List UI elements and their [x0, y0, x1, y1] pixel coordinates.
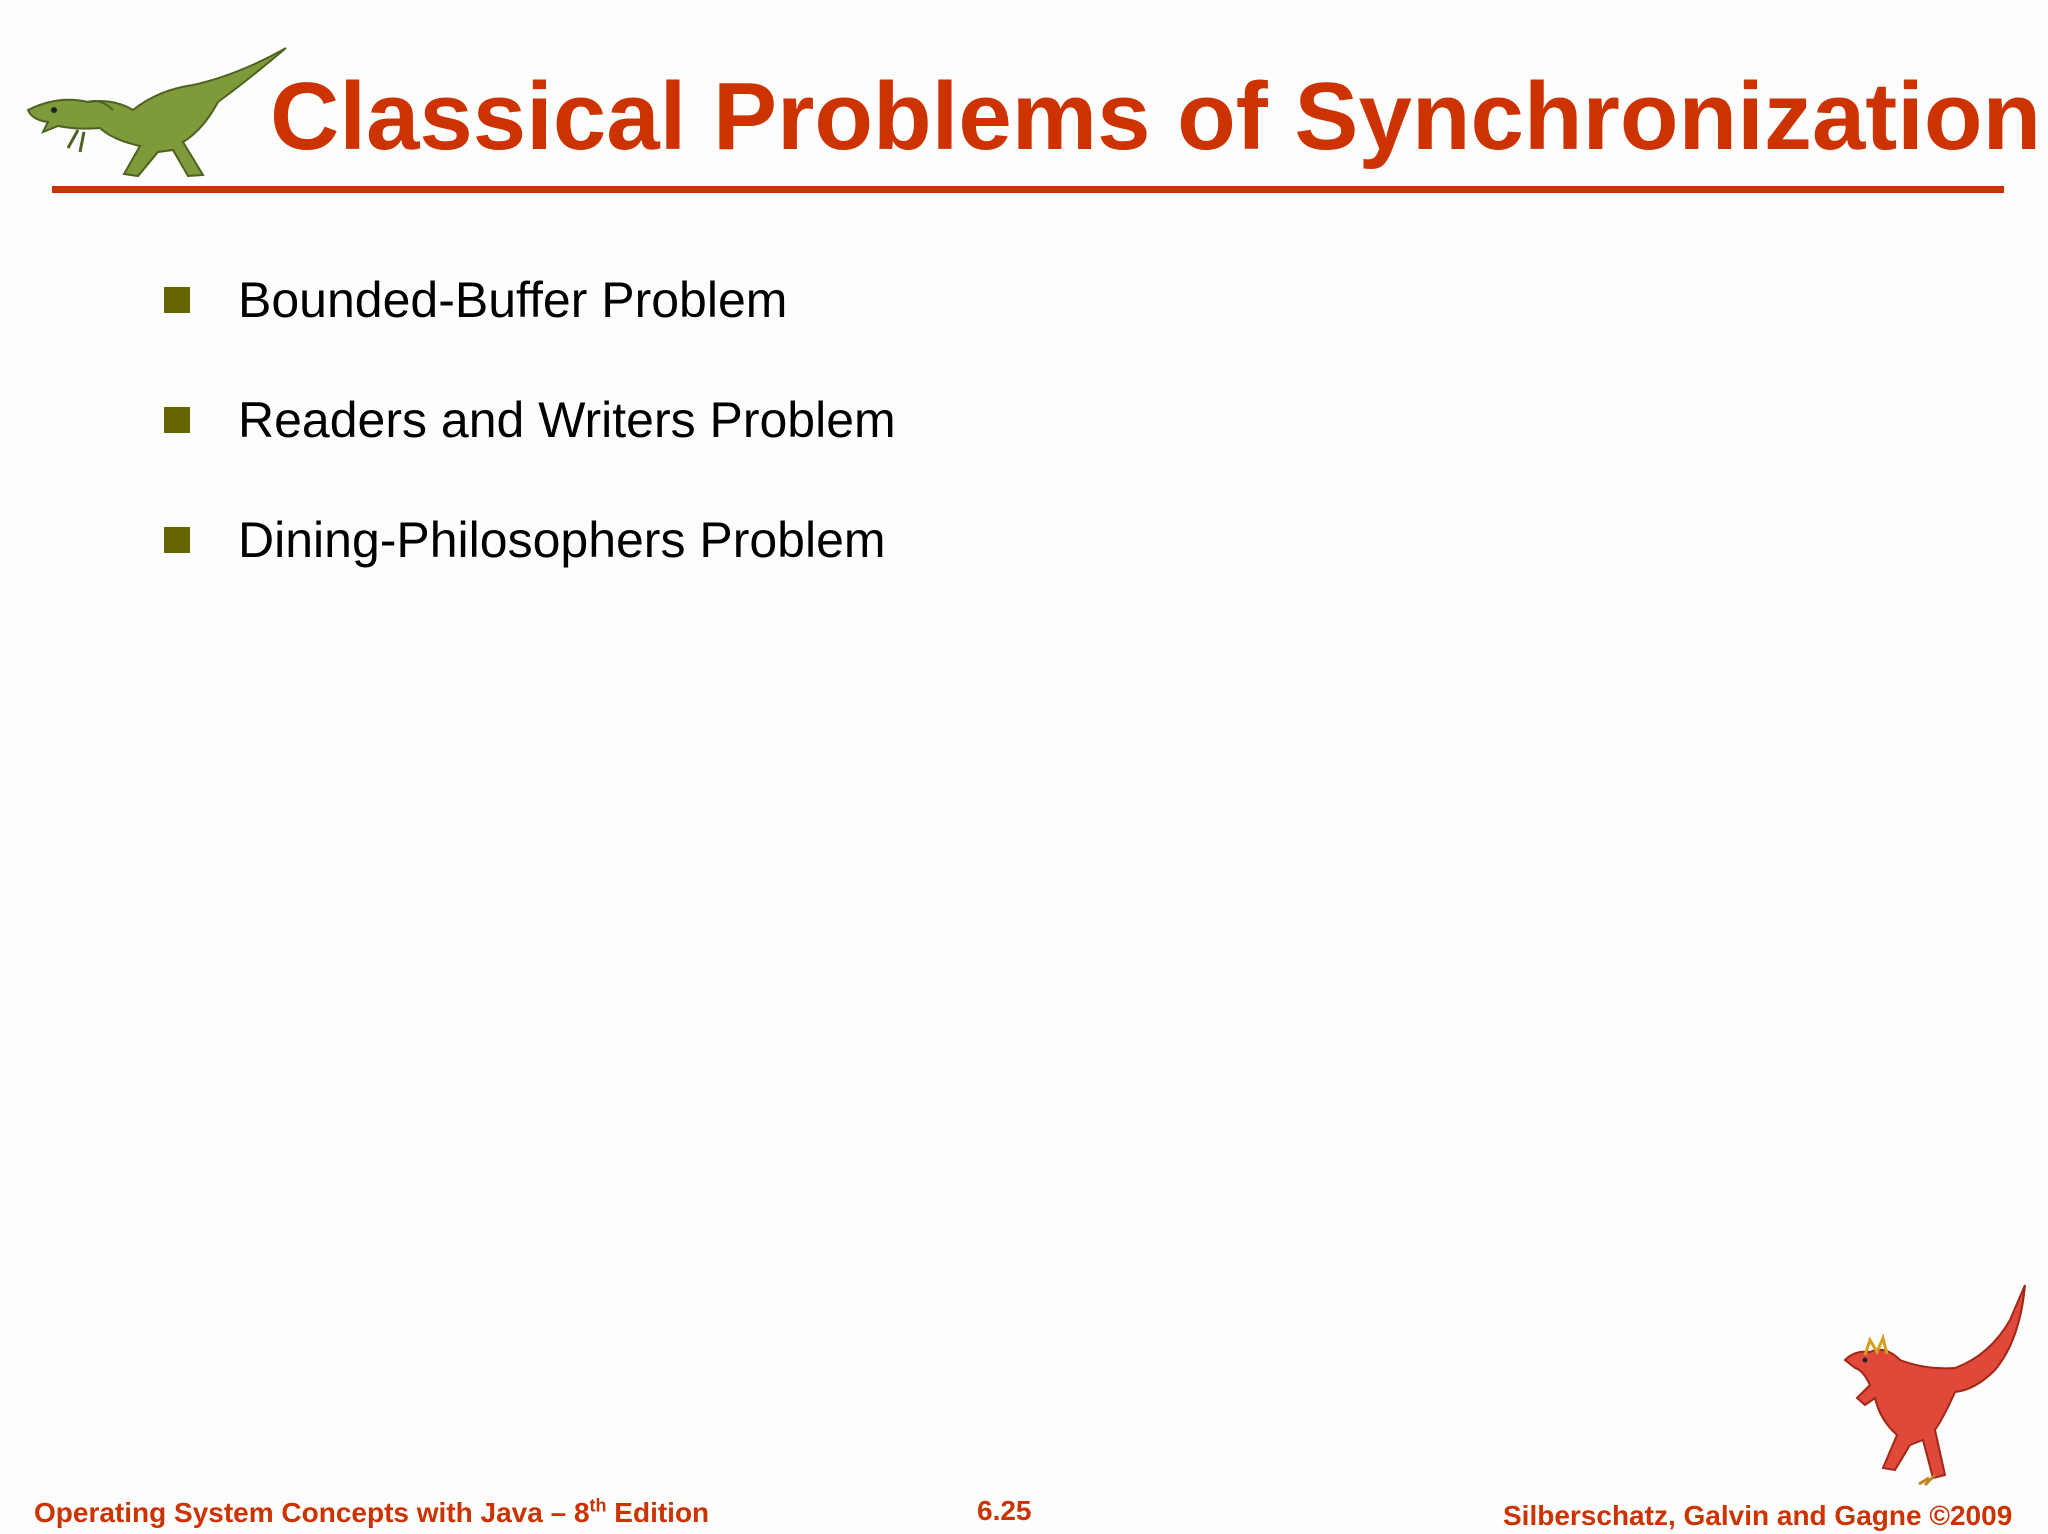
footer-edition-superscript: th: [589, 1495, 607, 1516]
footer-book-title-text: Operating System Concepts with Java – 8: [34, 1497, 590, 1528]
footer-edition-text: Edition: [606, 1497, 710, 1528]
green-dinosaur-icon: [18, 40, 288, 180]
title-divider: [52, 186, 2004, 193]
bullet-text: Readers and Writers Problem: [238, 392, 896, 448]
bullet-text: Dining-Philosophers Problem: [238, 512, 886, 568]
footer-authors: Silberschatz, Galvin and Gagne ©2009: [1503, 1500, 2013, 1531]
square-bullet-icon: [164, 407, 190, 433]
bullet-item: [164, 390, 896, 450]
footer-book-title: [34, 1497, 709, 1529]
bullet-list: [164, 270, 896, 630]
square-bullet-icon: [164, 527, 190, 553]
bullet-text: Bounded-Buffer Problem: [238, 272, 788, 328]
bullet-item: [164, 270, 896, 330]
slide-title: Classical Problems of Synchronization: [270, 63, 2042, 170]
bullet-item: [164, 510, 896, 570]
square-bullet-icon: [164, 287, 190, 313]
slide-number: 6.25: [977, 1495, 1032, 1526]
red-dinosaur-icon: [1825, 1280, 2035, 1490]
